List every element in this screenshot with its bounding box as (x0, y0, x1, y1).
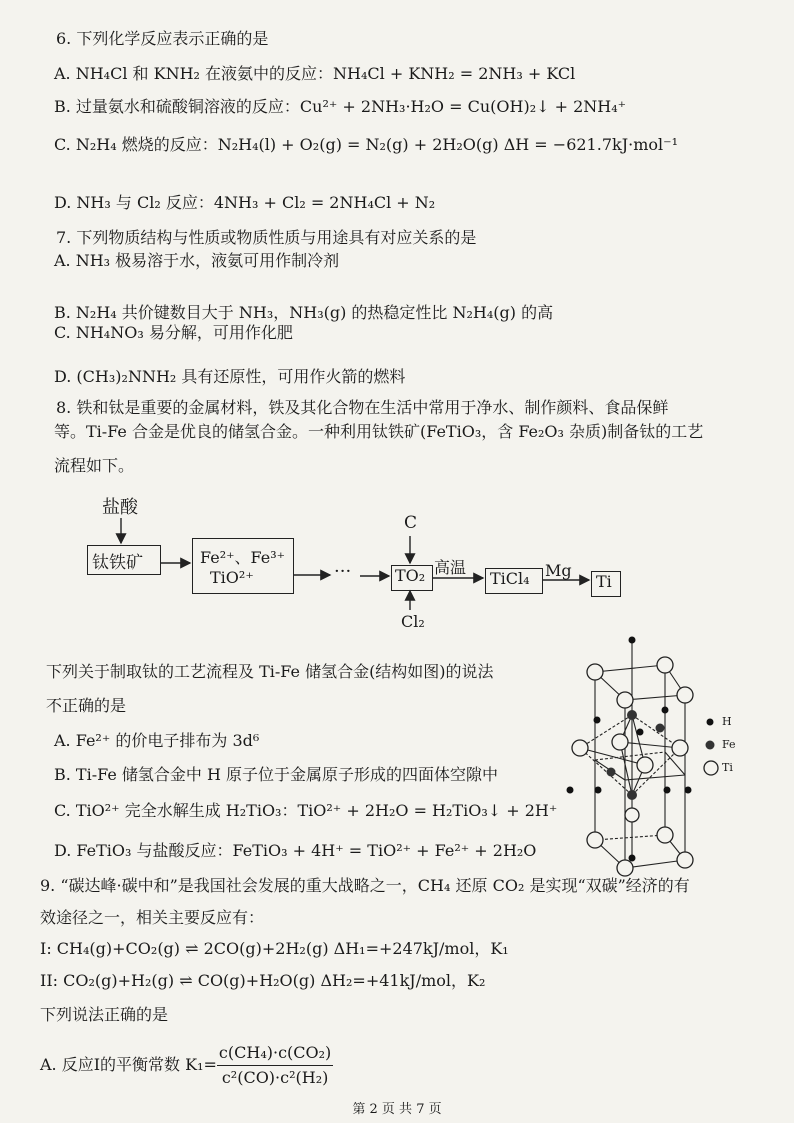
q6-option-d: D. NH₃ 与 Cl₂ 反应：4NH₃ + Cl₂ = 2NH₄Cl + N₂ (54, 193, 436, 212)
flow-chlorine-label: Cl₂ (401, 612, 425, 631)
flow-tio2-label: TO₂ (395, 566, 426, 585)
fraction-denominator: c²(CO)·c²(H₂) (221, 1068, 329, 1087)
q9-reaction-2: II: CO₂(g)+H₂(g) ⇌ CO(g)+H₂O(g) ΔH₂=+41kJ/mol，K₂ (40, 971, 486, 990)
flow-mg-label: Mg (545, 561, 572, 580)
page-footer: 第 2 页 共 7 页 (352, 1102, 442, 1117)
q8-intro-line1: 下列关于制取钛的工艺流程及 Ti-Fe 储氢合金(结构如图)的说法 (46, 662, 494, 681)
q9-ask: 下列说法正确的是 (40, 1005, 169, 1024)
q8-option-c: C. TiO²⁺ 完全水解生成 H₂TiO₃：TiO²⁺ + 2H₂O = H₂TiO₃↓ + 2H⁺ (54, 801, 558, 820)
q7-option-d: D. (CH₃)₂NNH₂ 具有还原性，可用作火箭的燃料 (54, 367, 406, 386)
q8-stem-line1: 8. 铁和钛是重要的金属材料，铁及其化合物在生活中常用于净水、制作颜料、食品保鲜 (56, 398, 669, 417)
q8-option-d: D. FeTiO₃ 与盐酸反应：FeTiO₃ + 4H⁺ = TiO²⁺ + Fe²⁺ + 2H₂O (54, 841, 537, 860)
flow-ore-label: 钛铁矿 (92, 553, 143, 573)
legend-h-label: H (722, 715, 732, 728)
legend-fe-label: Fe (722, 738, 736, 751)
q8-option-a: A. Fe²⁺ 的价电子排布为 3d⁶ (54, 731, 260, 750)
q9-stem-line2: 效途径之一，相关主要反应有： (40, 908, 265, 927)
q9-option-a (40, 1041, 333, 1090)
q8-option-b: B. Ti-Fe 储氢合金中 H 原子位于金属原子形成的四面体空隙中 (54, 765, 499, 784)
flow-ions-line1: Fe²⁺、Fe³⁺ (200, 548, 286, 567)
q7-option-a: A. NH₃ 极易溶于水，液氨可用作制冷剂 (54, 251, 340, 270)
q8-intro-line2: 不正确的是 (46, 696, 127, 715)
flow-carbon-label: C (404, 513, 418, 533)
q9-option-a-prefix: A. 反应I的平衡常数 K₁= (40, 1055, 217, 1074)
q9-stem-line1: 9. “碳达峰·碳中和”是我国社会发展的重大战略之一，CH₄ 还原 CO₂ 是实现“双碳”经济的有 (40, 876, 690, 895)
q6-option-c: C. N₂H₄ 燃烧的反应：N₂H₄(l) + O₂(g) = N₂(g) + 2H₂O(g) ΔH = −621.7kJ·mol⁻¹ (54, 135, 678, 154)
equilibrium-constant-fraction (217, 1041, 333, 1090)
q7-option-c: C. NH₄NO₃ 易分解，可用作化肥 (54, 323, 293, 342)
q8-stem-line2: 等。Ti-Fe 合金是优良的储氢合金。一种利用钛铁矿(FeTiO₃，含 Fe₂O₃ 杂质)制备钛的工艺 (54, 422, 704, 441)
q6-option-a: A. NH₄Cl 和 KNH₂ 在液氨中的反应：NH₄Cl + KNH₂ = 2NH₃ + KCl (54, 64, 576, 83)
q6-stem: 6. 下列化学反应表示正确的是 (56, 29, 269, 48)
flow-high-temp-label: 高温 (434, 558, 467, 577)
flow-ellipsis: ··· (334, 561, 352, 582)
flow-ti-label: Ti (596, 572, 612, 591)
q9-reaction-1: I: CH₄(g)+CO₂(g) ⇌ 2CO(g)+2H₂(g) ΔH₁=+247kJ/mol，K₁ (40, 939, 509, 958)
legend-ti-label: Ti (722, 761, 733, 774)
flow-hcl-label: 盐酸 (102, 497, 138, 518)
flow-ticl4-label: TiCl₄ (490, 569, 530, 588)
flow-ions-line2: TiO²⁺ (210, 568, 254, 587)
q7-stem: 7. 下列物质结构与性质或物质性质与用途具有对应关系的是 (56, 228, 477, 247)
q8-stem-line3: 流程如下。 (54, 456, 135, 475)
q6-option-b: B. 过量氨水和硫酸铜溶液的反应：Cu²⁺ + 2NH₃·H₂O = Cu(OH)₂↓ + 2NH₄⁺ (54, 97, 627, 116)
q7-option-b: B. N₂H₄ 共价键数目大于 NH₃，NH₃(g) 的热稳定性比 N₂H₄(g) 的高 (54, 303, 554, 322)
fraction-numerator: c(CH₄)·c(CO₂) (217, 1041, 333, 1066)
